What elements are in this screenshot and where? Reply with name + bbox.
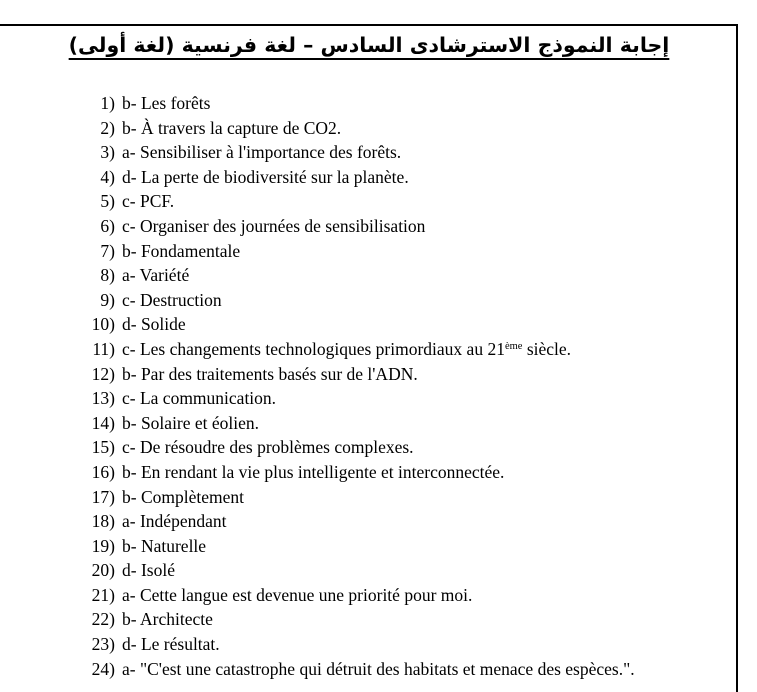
answer-number: 22) — [91, 609, 115, 630]
answer-item — [88, 411, 635, 436]
answer-number: 2) — [100, 117, 115, 138]
answer-text: b- Les forêts — [122, 93, 211, 113]
answer-number: 24) — [91, 658, 115, 679]
answer-text: c- La communication. — [122, 388, 277, 409]
answer-number: 18) — [91, 511, 115, 532]
answer-item — [88, 460, 635, 485]
answer-item — [88, 239, 635, 264]
answer-number: 19) — [91, 535, 115, 556]
answer-number: 15) — [91, 437, 115, 458]
answer-item — [88, 91, 635, 116]
answer-number: 13) — [91, 388, 115, 409]
answer-item — [88, 312, 635, 337]
answer-text-pre: c- Les changements technologiques primordiaux au 21 — [122, 338, 505, 359]
answer-number: 14) — [91, 412, 115, 433]
answer-item — [88, 288, 635, 313]
answer-text: b- Par des traitements basés sur de l'ADN. — [122, 363, 418, 384]
answer-number: 10) — [91, 314, 115, 335]
answer-text: a- Sensibiliser à l'importance des forêts. — [122, 142, 402, 163]
answer-item — [88, 140, 635, 165]
answer-text: c- De résoudre des problèmes complexes. — [122, 437, 414, 458]
answer-number: 3) — [100, 142, 115, 163]
answer-text: a- "C'est une catastrophe qui détruit des habitats et menace des espèces.". — [122, 658, 635, 679]
answer-text: c- Destruction — [122, 289, 222, 310]
answer-text: b- Naturelle — [122, 535, 207, 556]
answer-number: 12) — [91, 363, 115, 384]
answer-number: 11) — [92, 338, 115, 359]
answer-text: d- La perte de biodiversité sur la planète. — [122, 166, 409, 187]
answer-text: c- Organiser des journées de sensibilisation — [122, 215, 426, 236]
answer-text: d- Le résultat. — [122, 634, 220, 655]
answer-number: 9) — [100, 289, 115, 310]
answer-item — [88, 362, 635, 387]
answer-text: b- Complètement — [122, 486, 244, 507]
answer-text: a- Variété — [122, 265, 190, 286]
answer-item — [88, 189, 635, 214]
answer-item — [88, 534, 635, 559]
answer-number: 21) — [91, 584, 115, 605]
answer-text: b- Solaire et éolien. — [122, 412, 260, 433]
answer-text-superscript: ème — [504, 340, 523, 352]
answer-text-post: siècle. — [522, 338, 572, 359]
answer-text: b- Architecte — [122, 609, 213, 630]
answer-text: d- Isolé — [122, 560, 175, 581]
answer-item — [88, 558, 635, 583]
answer-text: c- PCF. — [122, 191, 175, 212]
answer-item — [88, 657, 635, 682]
answer-number: 6) — [100, 215, 115, 236]
answer-item — [88, 263, 635, 288]
answer-text: b- En rendant la vie plus intelligente et interconnectée. — [122, 461, 505, 482]
answer-text: b- À travers la capture de CO2. — [122, 117, 342, 138]
answer-number: 5) — [100, 191, 115, 212]
answer-text — [122, 339, 571, 359]
answers-list — [88, 91, 635, 681]
answer-item — [88, 386, 635, 411]
answer-number: 1) — [100, 93, 115, 113]
answer-text: b- Fondamentale — [122, 240, 241, 261]
answer-text: d- Solide — [122, 314, 186, 335]
answer-item — [88, 485, 635, 510]
answer-item — [88, 583, 635, 608]
answer-item — [88, 214, 635, 239]
page-title: إجابة النموذج الاسترشادى السادس – لغة فرنسية (لغة أولى) — [68, 33, 670, 57]
answer-number: 23) — [91, 634, 115, 655]
answer-text: a- Cette langue est devenue une priorité pour moi. — [122, 584, 473, 605]
answer-number: 8) — [100, 265, 115, 286]
answer-item — [88, 632, 635, 657]
answer-item — [88, 337, 635, 362]
answer-item — [88, 116, 635, 141]
answer-item — [88, 165, 635, 190]
answer-text: a- Indépendant — [122, 511, 227, 532]
answer-item — [88, 509, 635, 534]
answer-item — [88, 607, 635, 632]
answer-number: 17) — [91, 486, 115, 507]
answer-number: 7) — [100, 240, 115, 261]
answer-number: 20) — [91, 560, 115, 581]
answer-number: 4) — [100, 166, 115, 187]
answer-item — [88, 435, 635, 460]
answer-number: 16) — [91, 461, 115, 482]
